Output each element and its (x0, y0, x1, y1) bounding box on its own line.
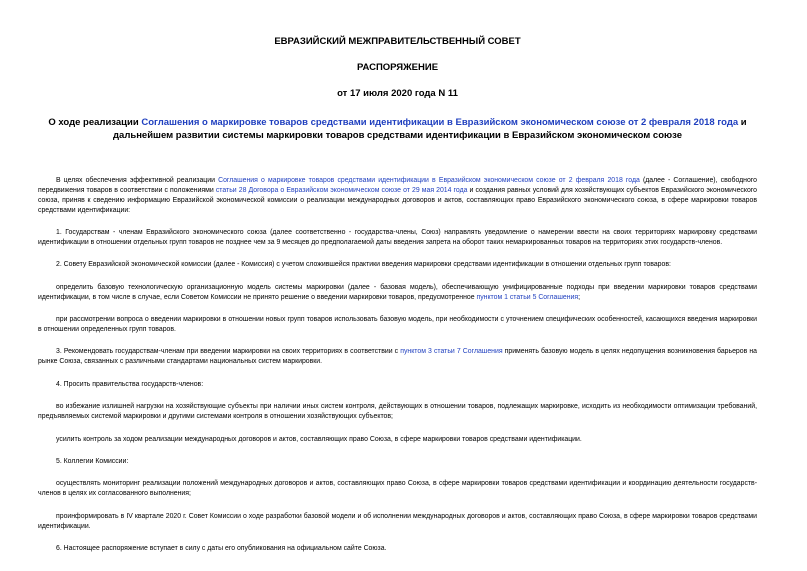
document-date-number: от 17 июля 2020 года N 11 (337, 88, 458, 99)
clause-3 (38, 347, 757, 367)
article-7-point-3-link[interactable]: пунктом 3 статьи 7 Соглашения (400, 348, 503, 356)
text: 3. Рекомендовать государствам-членам при введении маркировки на своих территориях в соответствии с (56, 348, 401, 356)
title-text-start: О ходе реализации (48, 117, 142, 128)
clause-1: 1. Государствам - членам Евразийского экономического союза (далее соответственно - государства-члены, Союз) направлять уведомление о намерении ввести на своих территориях маркировку средствами идентификации в отношении отдельных групп товаров не позднее чем за 9 месяцев до предполагаемой даты введения запрета на оборот таких немаркированных товаров на территориях этих государств-членов. (38, 229, 757, 247)
agreement-link-preamble[interactable]: Соглашения о маркировке товаров средствами идентификации в Евразийском экономическом союзе от 2 февраля 2018 года (218, 177, 640, 184)
clause-4-item-2: усилить контроль за ходом реализации международных договоров и актов, составляющих право Союза, в сфере маркировки товаров средствами идентификации. (56, 435, 582, 443)
clause-2-item-2: при рассмотрении вопроса о введении маркировки в отношении новых групп товаров использовать базовую модель, при необходимости с уточнением специфических особенностей, касающихся введения маркировки в отношении определенных групп товаров. (38, 316, 757, 334)
agreement-link[interactable]: Соглашения о маркировке товаров средствами идентификации в Евразийском экономическом союзе от 2 февраля 2018 года (141, 117, 739, 128)
text: и создания равных условий для хозяйствующих субъектов Евразийского экономического союза, приняв к сведению информацию Евразийской экономической комиссии о реализации международных договоров и актов, составляющих право Евразийского экономического союза, в сфере маркировки товаров средствами идентификации: (38, 186, 757, 214)
clause-2-item-1 (38, 283, 757, 303)
document-title (38, 116, 757, 142)
text: ; (578, 293, 581, 301)
clause-4: 4. Просить правительства государств-членов: (56, 380, 204, 388)
treaty-article-28-link[interactable]: статьи 28 Договора о Евразийском экономическом союзе от 29 мая 2014 года (215, 186, 468, 194)
text: В целях обеспечения эффективной реализации (56, 177, 219, 184)
article-5-point-1-link[interactable]: пунктом 1 статьи 5 Соглашения (476, 293, 579, 301)
clause-5: 5. Коллегии Комиссии: (56, 457, 129, 465)
clause-6: 6. Настоящее распоряжение вступает в силу с даты его опубликования на официальном сайте Союза. (56, 544, 387, 552)
clause-4-item-1: во избежание излишней нагрузки на хозяйствующие субъекты при наличии иных систем контроля, действующих в отношении товаров, подлежащих маркировке, исходить из необходимости оптимизации требований, предъявляемых системой маркировки и другими системами контроля в отношении хозяйствующих субъектов; (38, 403, 757, 421)
title-text-end: и дальнейшем развитии системы маркировки товаров средствами идентификации в Евразийском экономическом союзе (113, 117, 747, 141)
organization-name: ЕВРАЗИЙСКИЙ МЕЖПРАВИТЕЛЬСТВЕННЫЙ СОВЕТ (274, 36, 521, 47)
text: (далее - Соглашение), свободного передвижения товаров в соответствии с положениями (38, 177, 757, 194)
text: определить базовую технологическую организационную модель системы маркировки (далее - базовая модель), обеспечивающую унифицированные подходы при введении маркировки товаров средствами идентификации, в том числе в случае, если Советом Комиссии не принято решение о введении маркировки товаров, предусмотренное (38, 283, 757, 301)
document-body (38, 176, 757, 554)
clause-5-item-1: осуществлять мониторинг реализации положений международных договоров и актов, составляющих право Союза, в сфере маркировки товаров средствами идентификации и координацию деятельности государств-членов в целях их согласованного выполнения; (38, 480, 757, 498)
clause-5-item-2: проинформировать в IV квартале 2020 г. Совет Комиссии о ходе разработки базовой модели и об исполнении международных договоров и актов, составляющих право Союза, в сфере маркировки товаров средствами идентификации. (38, 512, 757, 530)
document-type: РАСПОРЯЖЕНИЕ (356, 62, 439, 73)
text: применять базовую модель в целях недопущения возникновения барьеров на рынке Союза, связанных с различными стандартами национальных систем маркировки. (38, 348, 757, 366)
preamble-paragraph (38, 176, 757, 216)
clause-2: 2. Совету Евразийской экономической комиссии (далее - Комиссия) с учетом сложившейся практики введения маркировки средствами идентификации в отношении отдельных групп товаров: (56, 261, 671, 269)
